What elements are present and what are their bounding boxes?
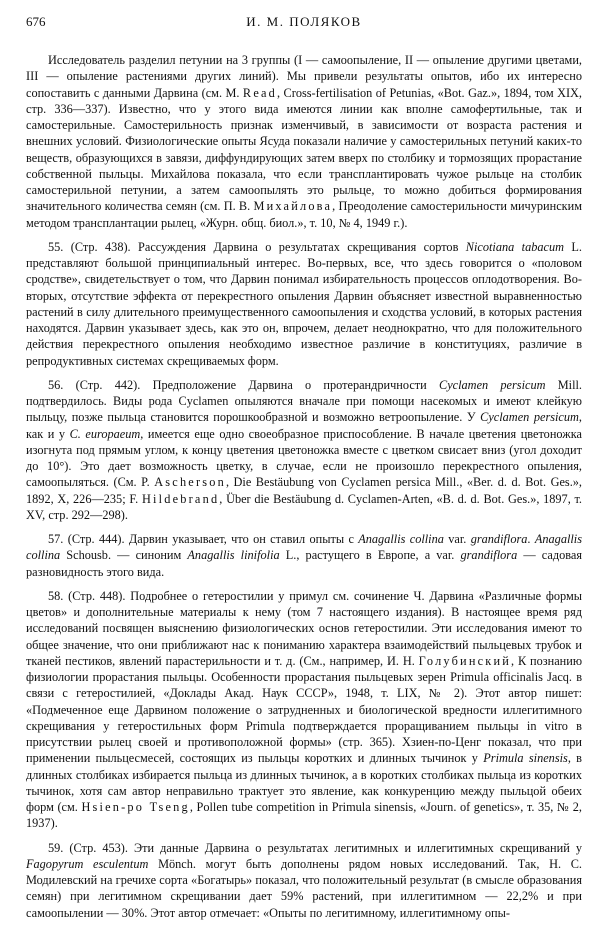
latin-term: Primula sinensis <box>483 751 568 766</box>
text-run: , Pollen tube competition in Primula sinensis, «Journ. of genetics», т. 35, № 2, 1937). <box>26 800 582 831</box>
author-name: Hildebrand <box>141 491 220 506</box>
latin-term: Fagopyrum esculentum <box>26 856 149 871</box>
page-number: 676 <box>26 14 46 29</box>
author-name: Михайлова <box>253 199 333 214</box>
latin-term: Cyclamen persicum <box>480 410 579 425</box>
latin-term: grandiflora <box>460 548 518 563</box>
text-run: var. <box>443 532 471 546</box>
latin-term: grandiflora <box>470 532 528 546</box>
latin-term: C. europaeum <box>69 426 141 441</box>
running-head: И. М. ПОЛЯКОВ <box>246 14 362 29</box>
author-name: Голубинский <box>418 653 512 668</box>
page-header <box>26 14 582 36</box>
note-58 <box>26 588 582 832</box>
text-run: Mönch. могут быть дополнены рядом новых исследований. Так, Н. С. Модилевский на гречихе сорта «Богатырь» показал, что положительный результат (в смысле образования семян) при легитимном скрещивании дает 59% растений, при иллегитимном — 22,2% и при самоопылении — 30%. Этот автор отмечает: «Опыты по легитимному, иллегитимному опы- <box>26 856 582 920</box>
text-run: , Преодоление самостерильности мичуринским методом трансплантации рылец, «Журн. общ. биол.», т. 10, № 4, 1949 г.). <box>26 199 582 230</box>
text-run: . <box>527 532 535 546</box>
text-run: 59. (Стр. 453). Эти данные Дарвина о результатах легитимных и иллегитимных скрещиваний у <box>48 840 582 855</box>
text-run: Schousb. — синоним <box>60 548 188 563</box>
text-run: — садовая разновидность этого вида. <box>26 548 582 579</box>
note-55 <box>26 239 582 369</box>
text-run: , как и у <box>26 410 582 441</box>
text-run: 57. (Стр. 444). Дарвин указывает, что он ставил опыты с <box>48 532 359 546</box>
note-59 <box>26 840 582 921</box>
author-name: Ascherson <box>154 475 226 490</box>
latin-term: Anagallis collina <box>26 532 582 563</box>
text-run: Исследователь разделил петунии на 3 группы (I — самоопыление, II — опыление другими цветами, III — опыление растениями других линий). Мы привели результаты опытов, ибо их интересно сопоставить с данными Дарвина (см. M. <box>26 53 582 100</box>
latin-term: Anagallis collina <box>358 532 444 546</box>
text-run: , Die Bestäubung von Cyclamen persica Mill., «Ber. d. d. Bot. Ges.», 1892, X, 226—235; F. <box>26 475 582 506</box>
text-run: 58. (Стр. 448). Подробнее о гетеростилии у примул см. сочинение Ч. Дарвина «Различные формы цветов» и дополнительные материалы к нему (том 7 настоящего издания). В настоящее время ряд исследований посвящен выяснению физиологических основ гетеростилии. Эти исследования имеют то общее значение, что они приближают нас к пониманию характера взаимодействий пыльцевых трубок и тканей пестиков, явлений парастерильности и т. д. (См., например, И. Н. <box>26 588 582 668</box>
text-run: , в длинных столбиках избирается пыльца из длинных тычинок, а в коротких столбиках пыльца из коротких тычинок, хотя сам автор неправильно трактует это явление, как конкуренцию между пыльцой обеих форм (см. <box>26 751 582 814</box>
text-run: 56. (Стр. 442). Предположение Дарвина о протерандричности <box>48 377 439 392</box>
latin-term: Cyclamen persicum <box>439 377 546 392</box>
text-run: 55. (Стр. 438). Рассуждения Дарвина о результатах скрещивания сортов <box>48 239 466 254</box>
text-run: , Über die Bestäubung d. Cyclamen-Arten, «B. d. d. Bot. Ges.», 1897, т. XV, стр. 292—298). <box>26 491 583 522</box>
text-run: Mill. подтвердилось. Виды рода Cyclamen опыляются вначале при помощи насекомых и имеют клейкую пыльцу, позже пыльца становится порошкообразной и возможно ветроопыление. У <box>26 377 582 425</box>
latin-term: Nicotiana tabacum <box>465 239 565 254</box>
text-run: , Cross-fertilisation of Petunias, «Bot. Gaz.», 1894, том XIX, стр. 336—337). Известно, что у этого вида имеются линии как вполне самофертильные, так и самостерильные. Самостерильность признак изменчивый, в зависимости от возраста растения и внешних условий. Физиологические опыты Ясуда показали наличие у самостерильных петуний каких-то веществ, образующихся в завязи, диффундирующих затем вверх по столбику и тормозящих прорастание собственной пыльцы. Михайлова показала, что если трансплантировать чужое рыльце на столбик самостерильной петунии, а затем самоопылять это рыльце, то можно добиться формирования значительного количества семян (см. П. В. <box>26 85 582 214</box>
text-run: L., растущего в Европе, а var. <box>279 548 461 563</box>
author-name: Read <box>242 85 277 100</box>
page-body <box>26 52 582 921</box>
text-run: L. представляют большой принципиальный интерес. Во-первых, все, что здесь говорится о «половом сродстве», свидетельствует о том, что Дарвин понимал избирательность процессов оплодотворения. Во-вторых, отсутствие эффекта от перекрестного опыления Дарвин объясняет известной выравненностью растений в силу длительного преимущественного самоопыления и сходства условий, в которых растения находятся. Дарвин указывает здесь, как это он, впрочем, делает неоднократно, что для положительного действия перекрестного опыления необходимо известное различие в конституциях, различие в репродуктивных системах скрещиваемых форм. <box>26 239 582 368</box>
note-57 <box>26 531 582 580</box>
latin-term: Anagallis linifolia <box>187 548 280 563</box>
paragraph-intro <box>26 52 582 231</box>
author-name: Hsien-po Tseng <box>81 800 190 814</box>
text-run: , имеется еще одно своеобразное приспособление. В начале цветения цветоножка изогнута под прямым углом, к концу цветения цветоножка вместе с цветком свисает вниз (угол доходит до 10°). Это дает возможность цветку, в случае, если не произошло перекрестного опыления, самоопыляться. (См. P. <box>26 426 582 490</box>
text-run: , К познанию физиологии прорастания пыльцы. Особенности прорастания пыльцевых зерен Primula officinalis Jacq. в связи с гетеростилией, «Доклады Акад. Наук СССР», 1948, т. LIX, № 2). Этот автор пишет: «Подмеченное еще Дарвином положение о затрудненных и биологической вредности иллегитимного скрещивания у гетеростильных форм Primula подтверждается проращиванием пыльцы in vitro в присутствии рылец своей и противоположной формы» (стр. 365). Хзиен-по-Ценг показал, что при применении пыльцесмесей, состоящих из пыльцы коротких и длинных тычинок у <box>26 653 583 766</box>
note-56 <box>26 377 582 523</box>
